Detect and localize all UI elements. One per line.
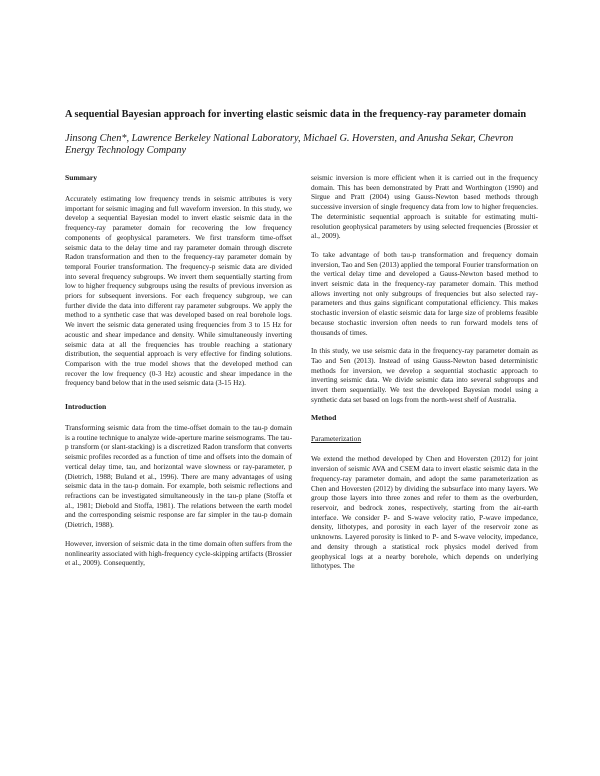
introduction-heading: Introduction	[65, 402, 107, 412]
right-column	[311, 173, 538, 580]
body-paragraph-3: In this study, we use seismic data in the frequency-ray parameter domain as Tao and Sen (2013). Instead of using Gauss-Newton based deterministic methods for inversion, we develop a sequential stochastic approach to inverting seismic data. We divide seismic data into several subgroups and invert them sequentially. We test the developed Bayesian model using a synthetic data set based on logs from the north-west shelf of Australia.	[311, 346, 538, 404]
body-paragraph-2: To take advantage of both tau-p transformation and frequency domain inversion, Tao and Sen (2013) applied the temporal Fourier transformation on the vertical delay time and developed a Gauss-Newton based method to invert seismic data in the frequency-ray parameter domain. This method allows inverting not only subgroups of frequencies but also selected ray-parameters and thus gains significant computational efficiency. This makes stochastic inversion of elastic seismic data for large size of problems feasible because stochastic inversion often needs to run forward models tens of thousands of times.	[311, 249, 538, 337]
paper-title: A sequential Bayesian approach for inverting elastic seismic data in the frequency-ray parameter domain	[65, 109, 527, 120]
left-column	[65, 173, 292, 577]
paper-authors: Jinsong Chen*, Lawrence Berkeley National Laboratory, Michael G. Hoversten, and Anusha Sekar, Chevron Energy Technology Company	[65, 133, 514, 156]
body-paragraph-1: seismic inversion is more efficient when it is carried out in the frequency domain. This has been demonstrated by Pratt and Worthington (1990) and Sirgue and Pratt (2004) using Gauss-Newton based methods through successive inversion of single frequency data from low to higher frequencies. The deterministic sequential approach is suitable for estimating multi-resolution geophysical parameters by using selected frequencies (Brossier et al., 2009).	[311, 173, 538, 241]
summary-paragraph: Accurately estimating low frequency trends in seismic attributes is very important for seismic imaging and full waveform inversion. In this study, we develop a sequential Bayesian model to invert elastic seismic data in the frequency-ray parameter domain for recovering the low frequency components of geophysical parameters. We first transform time-offset seismic data to the delay time and ray parameter domain through discrete Radon transformation and then to the frequency-ray parameter domain by temporal Fourier transformation. The frequency-p seismic data are divided into several frequency subgroups. We invert them sequentially starting from low to higher frequency subgroups using the results of previous inversion as priors for subsequent inversions. For each frequency subgroup, we can further divide the data into different ray parameter subgroups. We apply the method to a synthetic case that was developed based on real borehole logs. We invert the seismic data generated using frequencies from 3 to 15 Hz for acoustic and shear impedance and density. While simultaneously inverting seismic data at all the frequencies has trouble reaching a stationary distribution, the sequential approach is very effective for finding solutions. Comparison with the true model shows that the developed method can recover the low frequency (0-3 Hz) acoustic and shear impedance in the frequency band below that in the used seismic data (3-15 Hz).	[65, 194, 292, 388]
introduction-paragraph-2: However, inversion of seismic data in the time domain often suffers from the nonlinearity associated with high-frequency cycle-skipping artifacts (Brossier et al., 2009). Consequently,	[65, 538, 292, 568]
summary-heading: Summary	[65, 173, 98, 182]
parameterization-subheading: Parameterization	[311, 434, 362, 444]
body-paragraph-4: We extend the method developed by Chen and Hoversten (2012) for joint inversion of seismic AVA and CSEM data to invert elastic seismic data in the frequency-ray parameter domain, and adopt the same parameterization as Chen and Hoversten (2012) by dividing the subsurface into many layers. We group those layers into three zones and refer to them as the overburden, reservoir, and bedrock zones, respectively, starting from the air-earth interface. We consider P- and S-wave velocity ratio, P-wave impedance, density, lithotypes, and porosity in each layer of the reservoir zone as unknowns. Layered porosity is linked to P- and S-wave velocity, impedance, and density through a statistical rock physics model derived from geophysical logs at a nearby borehole, which depends on underlying lithotypes. The	[311, 454, 538, 571]
introduction-paragraph-1: Transforming seismic data from the time-offset domain to the tau-p domain is a routine technique to analyze wide-aperture marine seismograms. The tau-p transform (or slant-stacking) is a discretized Radon transform that converts seismic profiles recorded as a function of time and offsets into the domain of vertical delay time, tau, and horizontal wave slowness or ray-parameter, p (Dietrich, 1988; Buland et al., 1996). There are many advantages of using seismic data in the tau-p domain. For example, both seismic reflections and refractions can be investigated simultaneously in the tau-p plane (Stoffa et al., 1981; Diebold and Stoffa, 1981). The relations between the earth model and the corresponding seismic response are far simpler in the tau-p domain (Dietrich, 1988).	[65, 423, 292, 530]
method-heading: Method	[311, 413, 337, 423]
